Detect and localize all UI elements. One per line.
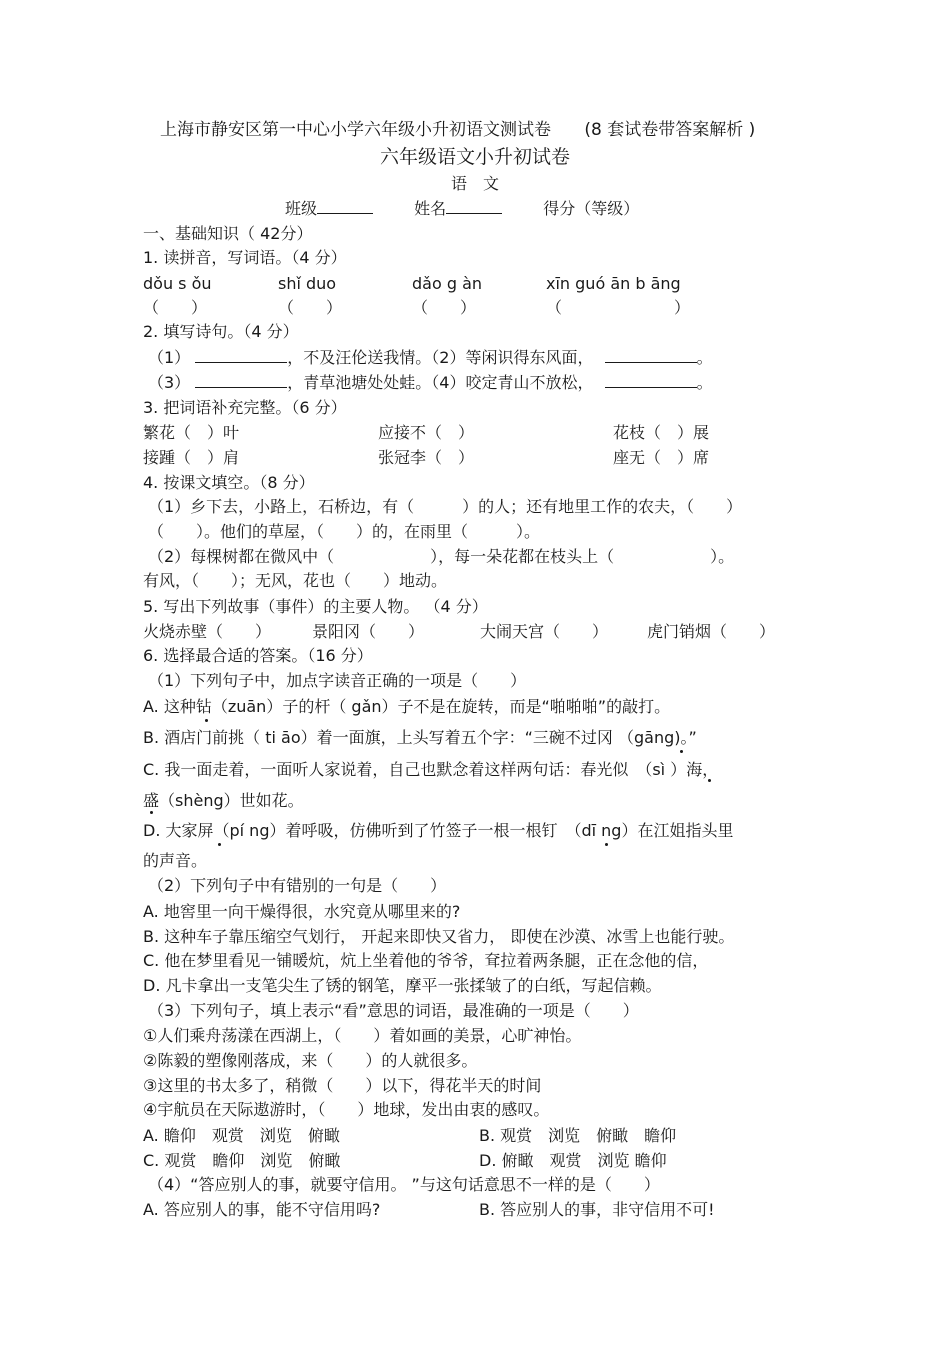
q1-answer-2[interactable]: （ ）	[278, 298, 343, 317]
poem-blank-3[interactable]	[195, 373, 287, 388]
q3-item-6[interactable]: 座无（ ）席	[613, 448, 710, 467]
q3-title: 3. 把词语补充完整。（6 分）	[143, 398, 347, 417]
q3-item-3[interactable]: 花枝（ ）展	[613, 423, 710, 442]
emphasis-dot	[708, 779, 711, 782]
emphasis-dot	[218, 843, 221, 846]
q6-1-option-b[interactable]: B. 酒店门前挑（ ti āo）着一面旗，上头写着五个字：“三碗不过冈 （gāng)。”	[143, 728, 697, 747]
q1-pinyin-3: dǎo g àn	[412, 274, 483, 293]
q2-label-1: （1）	[148, 348, 191, 367]
score-label: 得分（等级）	[543, 199, 640, 218]
q1-pinyin-1: dǒu s ǒu	[143, 274, 212, 293]
class-blank[interactable]	[317, 199, 373, 214]
q5-item-1[interactable]: 火烧赤壁（ ）	[143, 622, 272, 641]
q6-2-option-d[interactable]: D. 凡卡拿出一支笔尖生了锈的钢笔，摩平一张揉皱了的白纸，写起信赖。	[143, 976, 662, 995]
q1-answer-4[interactable]: （ ）	[546, 298, 691, 317]
emphasis-dot	[205, 719, 208, 722]
poem-blank-2[interactable]	[605, 348, 697, 363]
emphasis-dot	[150, 811, 153, 814]
q3-item-1[interactable]: 繁花（ ）叶	[143, 423, 240, 442]
document-title	[160, 120, 755, 140]
q4-line-3: （2）每棵树都在微风中（ ），每一朵花都在枝头上（ ）。	[148, 547, 735, 566]
q1-answer-3[interactable]: （ ）	[412, 298, 477, 317]
q6-1-option-c-cont: 盛（shèng）世如花。	[143, 791, 304, 810]
q6-3-option-b[interactable]: B. 观赏 浏览 俯瞰 瞻仰	[479, 1126, 677, 1145]
q4-title: 4. 按课文填空。（8 分）	[143, 473, 315, 492]
q6-1-option-c[interactable]: C. 我一面走着，一面听人家说着，自己也默念着这样两句话：春光似 （sì ）海，	[143, 760, 719, 779]
q6-2-option-c[interactable]: C. 他在梦里看见一铺暖炕，炕上坐着他的爷爷，耷拉着两条腿，正在念他的信，	[143, 951, 709, 970]
q2-label-3: （3）	[148, 373, 191, 392]
q6-1-stem: （1）下列句子中，加点字读音正确的一项是（ ）	[148, 671, 527, 690]
q6-1-option-a[interactable]: A. 这种钻（zuān）子的杆（ gǎn）子不是在旋转，而是“啪啪啪”的敲打。	[143, 697, 671, 716]
q6-4-stem: （4）“答应别人的事，就要守信用。 ”与这句话意思不一样的是（ ）	[148, 1175, 660, 1194]
document-title-text: 上海市静安区第一中心小学六年级小升初语文测试卷	[160, 120, 551, 140]
q2-end-2: 。	[696, 373, 713, 392]
q1-title: 1. 读拼音，写词语。（4 分）	[143, 248, 347, 267]
document-title-suffix: (8 套试卷带答案解析 )	[584, 120, 756, 140]
q6-3-stem: （3）下列句子，填上表示“看”意思的词语，最准确的一项是（ ）	[148, 1001, 639, 1020]
emphasis-dot	[605, 843, 608, 846]
q3-item-2[interactable]: 应接不（ ）	[378, 423, 475, 442]
emphasis-dot	[680, 750, 683, 753]
q4-line-4: 有风，（ ）；无风，花也（ ）地动。	[143, 571, 448, 590]
poem-blank-4[interactable]	[605, 373, 697, 388]
q5-item-2[interactable]: 景阳冈（ ）	[312, 622, 425, 641]
q6-3-option-a[interactable]: A. 瞻仰 观赏 浏览 俯瞰	[143, 1126, 340, 1145]
q2-line-1	[148, 348, 713, 368]
class-label: 班级	[285, 199, 318, 218]
q6-3-sentence-1: ①人们乘舟荡漾在西湖上，（ ）着如画的美景，心旷神怡。	[143, 1026, 582, 1045]
q3-item-5[interactable]: 张冠李（ ）	[378, 448, 475, 467]
q6-3-sentence-3: ③这里的书太多了，稍微（ ）以下，得花半天的时间	[143, 1076, 542, 1095]
q2-text-1: ，不及汪伦送我情。（2）等闲识得东风面，	[287, 348, 594, 367]
exam-title: 六年级语文小升初试卷	[379, 146, 570, 168]
q2-title: 2. 填写诗句。（4 分）	[143, 322, 299, 341]
q6-4-option-a[interactable]: A. 答应别人的事，能不守信用吗?	[143, 1200, 381, 1219]
q6-2-option-a[interactable]: A. 地窖里一向干燥得很，水究竟从哪里来的?	[143, 902, 461, 921]
q6-title: 6. 选择最合适的答案。（16 分）	[143, 646, 373, 665]
q6-3-option-d[interactable]: D. 俯瞰 观赏 浏览 瞻仰	[479, 1151, 667, 1170]
q1-pinyin-2: shǐ duo	[278, 274, 337, 293]
q6-3-option-c[interactable]: C. 观赏 瞻仰 浏览 俯瞰	[143, 1151, 341, 1170]
q2-line-2	[148, 373, 713, 393]
q6-3-sentence-4: ④宇航员在天际遨游时，（ ）地球，发出由衷的感叹。	[143, 1100, 550, 1119]
section-heading: 一、基础知识（ 42分）	[143, 224, 313, 243]
q6-4-option-b[interactable]: B. 答应别人的事，非守信用不可!	[479, 1200, 715, 1219]
q4-line-1: （1）乡下去，小路上，石桥边，有（ ）的人；还有地里工作的农夫，（ ）	[148, 497, 743, 516]
student-info-row	[285, 199, 639, 219]
q2-end-1: 。	[696, 348, 713, 367]
q6-1-option-d[interactable]: D. 大家屏（pí ng）着呼吸，仿佛听到了竹签子一根一根钉 （dī ng）在江姐指头里	[143, 821, 734, 840]
name-blank[interactable]	[446, 199, 502, 214]
poem-blank-1[interactable]	[195, 348, 287, 363]
q3-item-4[interactable]: 接踵（ ）肩	[143, 448, 240, 467]
q5-item-3[interactable]: 大闹天宫（ ）	[480, 622, 609, 641]
q1-pinyin-4: xīn guó ān b āng	[546, 274, 681, 293]
q6-2-option-b[interactable]: B. 这种车子靠压缩空气划行， 开起来即快又省力， 即使在沙漠、冰雪上也能行驶。	[143, 927, 735, 946]
q6-3-sentence-2: ②陈毅的塑像刚落成，来（ ）的人就很多。	[143, 1051, 478, 1070]
q1-answer-1[interactable]: （ ）	[143, 298, 208, 317]
q5-item-4[interactable]: 虎门销烟（ ）	[647, 622, 776, 641]
q5-title: 5. 写出下列故事（事件）的主要人物。 （4 分）	[143, 597, 488, 616]
q6-1-option-d-cont: 的声音。	[143, 851, 208, 870]
q6-2-stem: （2）下列句子中有错别的一句是（ ）	[148, 876, 447, 895]
q2-text-2: ，青草池塘处处蛙。（4）咬定青山不放松，	[287, 373, 594, 392]
name-label: 姓名	[414, 199, 447, 218]
q4-line-2: （ ）。他们的草屋，（ ）的，在雨里（ ）。	[148, 522, 541, 541]
subject-label: 语 文	[450, 174, 499, 193]
